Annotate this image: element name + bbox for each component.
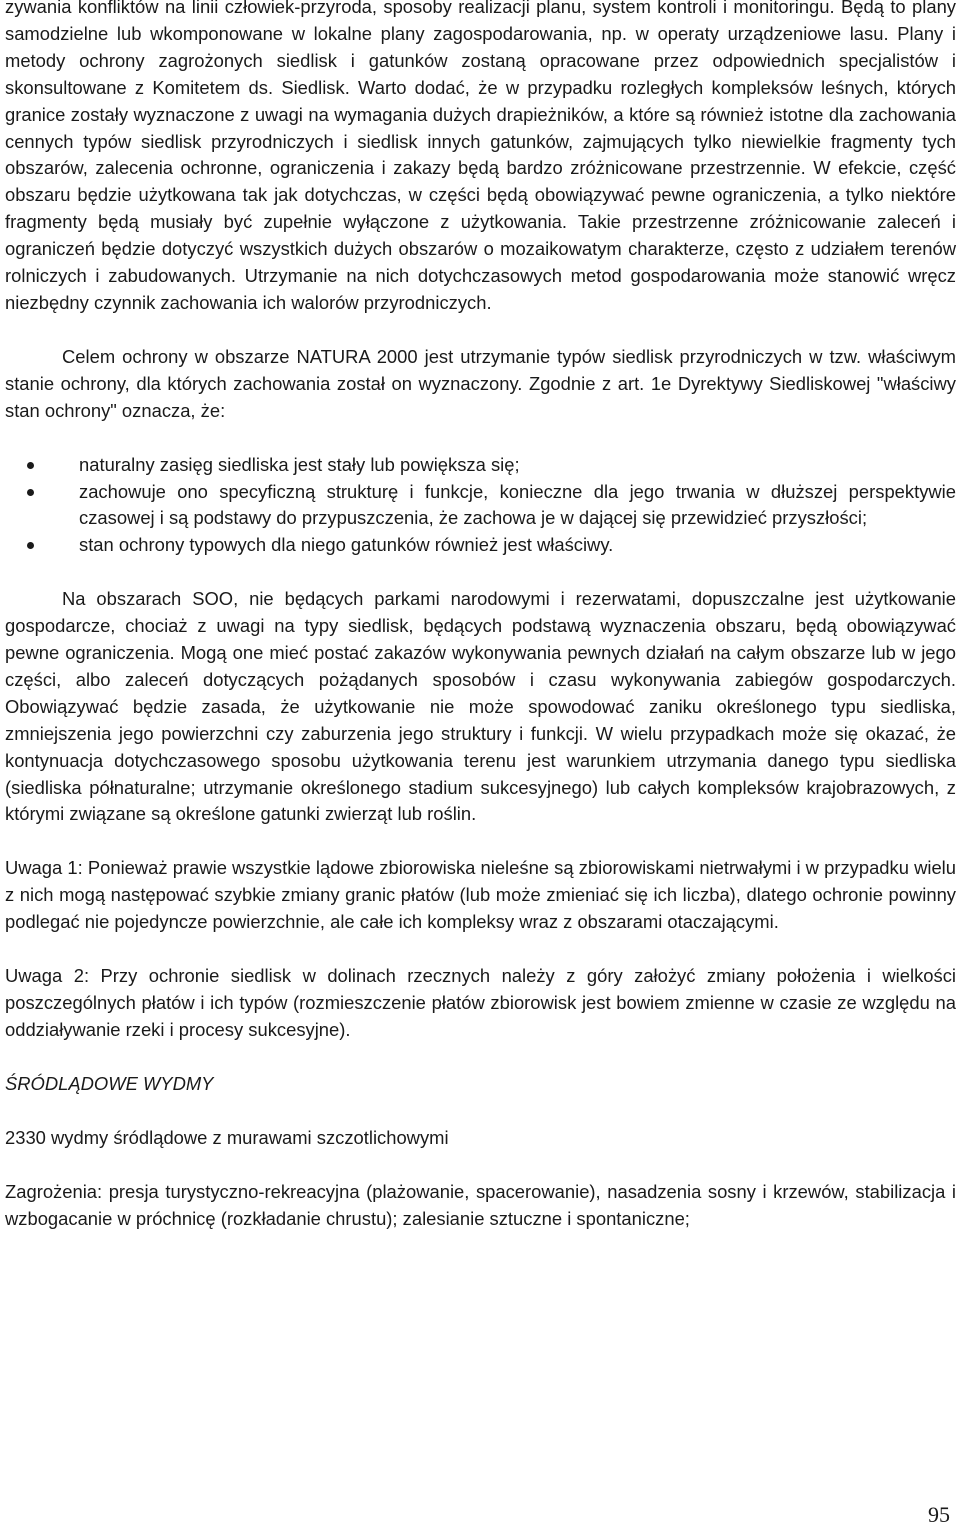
paragraph-plans: zywania konfliktów na linii człowiek-przyroda, sposoby realizacji planu, system kontroli i monitoringu. Będą to plany samodzielne lub wkomponowane w lokalne plany zagospodarowania, np. w operaty urządzeniowe lasu. Plany i metody ochrony zagrożonych siedlisk i gatunków zostaną opracowane przez odpowiednich specjalistów i skonsultowane z Komitetem ds. Siedlisk. Warto dodać, że w przypadku rozległych kompleksów leśnych, których granice zostały wyznaczone z uwagi na wymagania dużych drapieżników, a które są również istotne dla zachowania cennych typów siedlisk przyrodniczych i siedlisk innych gatunków, zajmujących tylko niewielkie fragmenty tych obszarów, zalecenia ochronne, ograniczenia i zakazy będą bardzo zróżnicowane przestrzennie. W efekcie, część obszaru będzie użytkowana tak jak dotychczas, w części będą obowiązywać pewne ograniczenia, a tylko niektóre fragmenty będą musiały być zupełnie wyłączone z użytkowania. Takie przestrzenne zróżnicowanie zaleceń i ograniczeń będzie dotyczyć wszystkich dużych obszarów o mozaikowatym charakterze, często z udziałem terenów rolniczych i zabudowanych. Utrzymanie na nich dotychczasowych metod gospodarowania może stanowić wręcz niezbędny czynnik zachowania ich walorów przyrodniczych. — [5, 0, 956, 313]
document-page — [5, 0, 956, 1232]
note-1: Uwaga 1: Ponieważ prawie wszystkie lądowe zbiorowiska nieleśne są zbiorowiskami nietrwałymi i w przypadku wielu z nich mogą następować szybkie zmiany granic płatów (lub może zmieniać się ich liczba), dlatego ochronie powinny podlegać nie pojedyncze powierzchnie, ale całe ich kompleksy wraz z obszarami otaczającymi. — [5, 857, 956, 933]
note-2: Uwaga 2: Przy ochronie siedlisk w dolinach rzecznych należy z góry założyć zmiany położenia i wielkości poszczególnych płatów i ich typów (rozmieszczenie płatów zbiorowisk jest bowiem zmienne w czasie ze względu na oddziaływanie rzeki i procesy sukcesyjne). — [5, 965, 956, 1040]
bullet-icon — [27, 462, 34, 469]
conservation-status-list — [5, 452, 956, 560]
threats-paragraph: Zagrożenia: presja turystyczno-rekreacyjna (plażowanie, spacerowanie), nasadzenia sosny i krzewów, stabilizacja i wzbogacanie w próchnicę (rozkładanie chrustu); zalesianie sztuczne i spontaniczne; — [5, 1180, 956, 1229]
bullet-icon — [27, 489, 34, 496]
bullet-icon — [27, 542, 34, 549]
section-heading: ŚRÓDLĄDOWE WYDMY — [5, 1072, 214, 1094]
habitat-code: 2330 wydmy śródlądowe z murawami szczotlichowymi — [5, 1126, 449, 1148]
list-item: stan ochrony typowych dla niego gatunków również jest właściwy. — [5, 532, 956, 559]
paragraph-soo-areas: Na obszarach SOO, nie będących parkami narodowymi i rezerwatami, dopuszczalne jest użytkowanie gospodarcze, chociaż z uwagi na typy siedlisk, będących podstawą wyznaczenia obszaru, będą obowiązywać pewne ograniczenia. Mogą one mieć postać zakazów wykonywania pewnych działań na całym obszarze lub w jego części, albo zaleceń dotyczących pożądanych sposobów i czasu wykonywania zabiegów gospodarczych. Obowiązywać będzie zasada, że użytkowanie nie może spowodować zaniku określonego typu siedliska, zmniejszenia jego powierzchni czy zaburzenia jego struktury i funkcji. W wielu przypadkach może się okazać, że kontynuacja dotychczasowego sposobu użytkowania terenu jest warunkiem utrzymania danego typu siedliska (siedliska półnaturalne; utrzymanie określonego stadium sukcesyjnego) lub całych kompleksów krajobrazowych, z którymi związane są określone gatunki zwierząt lub roślin. — [5, 588, 956, 825]
list-item: zachowuje ono specyficzną strukturę i funkcje, konieczne dla jego trwania w dłuższej perspektywie czasowej i są podstawy do przypuszczenia, że zachowa je w dającej się przewidzieć przyszłości; — [5, 479, 956, 533]
paragraph-natura-goal: Celem ochrony w obszarze NATURA 2000 jest utrzymanie typów siedlisk przyrodniczych w tzw. właściwym stanie ochrony, dla których zachowania został on wyznaczony. Zgodnie z art. 1e Dyrektywy Siedliskowej "właściwy stan ochrony" oznacza, że: — [5, 345, 956, 421]
page-number: 95 — [928, 1502, 950, 1527]
list-item: naturalny zasięg siedliska jest stały lub powiększa się; — [5, 452, 956, 479]
